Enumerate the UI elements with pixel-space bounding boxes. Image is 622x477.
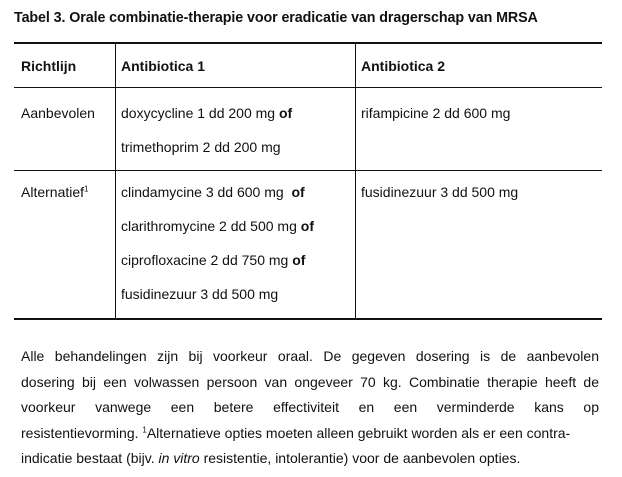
drug-text: fusidinezuur 3 dd 500 mg — [121, 286, 279, 302]
footnote-marker: 1 — [84, 184, 89, 194]
drug-text: doxycycline 1 dd 200 mg — [121, 105, 279, 121]
conjunction-of: of — [300, 218, 314, 234]
row-divider — [14, 170, 602, 171]
footnote-line — [21, 446, 599, 472]
header-antibiotica-2: Antibiotica 2 — [361, 58, 446, 74]
column-divider-2 — [355, 44, 356, 318]
footnote-text: resistentievorming. — [21, 424, 143, 441]
conjunction-of: of — [292, 252, 306, 268]
row-alternatief-ab1-line — [121, 184, 305, 200]
footnote-text: resistentie, intolerantie) voor de aanbevolen opties. — [199, 450, 521, 466]
drug-text: clarithromycine 2 dd 500 mg — [121, 218, 301, 234]
richtlijn-label: Aanbevolen — [21, 105, 95, 121]
header-rule — [14, 87, 602, 88]
footnote-line: voorkeur vanwege een betere effectiviteit en een verminderde kans op — [21, 399, 599, 415]
footnote-marker: 1 — [142, 424, 147, 434]
row-alternatief-ab1-line — [121, 252, 305, 268]
footnote-line: Alle behandelingen zijn bij voorkeur oraal. De gegeven dosering is de aanbevolen — [21, 348, 599, 364]
table-bottom-rule — [14, 318, 602, 320]
row-aanbevolen-ab1-line — [121, 105, 292, 121]
conjunction-of: of — [278, 105, 293, 121]
drug-text: clindamycine 3 dd 600 mg — [121, 184, 292, 200]
row-alternatief-ab2: fusidinezuur 3 dd 500 mg — [361, 184, 519, 200]
drug-text: ciprofloxacine 2 dd 750 mg — [121, 252, 293, 268]
row-alternatief-ab1-line — [121, 286, 278, 302]
column-divider-1 — [115, 44, 116, 318]
header-richtlijn: Richtlijn — [21, 58, 77, 74]
footnote-emphasis: in vitro — [158, 450, 200, 466]
table-footnote — [21, 344, 599, 472]
row-alternatief-ab1-line — [121, 218, 314, 234]
row-aanbevolen-label — [21, 105, 95, 121]
richtlijn-label: Alternatief — [21, 184, 85, 200]
drug-text: trimethoprim 2 dd 200 mg — [121, 139, 281, 155]
row-alternatief-label — [21, 184, 89, 200]
table-top-rule — [14, 42, 602, 44]
header-antibiotica-1: Antibiotica 1 — [121, 58, 206, 74]
table-title: Tabel 3. Orale combinatie-therapie voor eradicatie van dragerschap van MRSA — [14, 10, 538, 26]
row-aanbevolen-ab2: rifampicine 2 dd 600 mg — [361, 105, 511, 121]
footnote-line — [21, 421, 599, 447]
footnote-text: indicatie bestaat (bijv. — [21, 450, 159, 466]
row-aanbevolen-ab1-line — [121, 139, 281, 155]
conjunction-of: of — [291, 184, 305, 200]
footnote-line: dosering bij een volwassen persoon van ongeveer 70 kg. Combinatie therapie heeft de — [21, 373, 599, 390]
footnote-text: Alternatieve opties moeten alleen gebruikt worden als er een contra- — [146, 424, 571, 441]
